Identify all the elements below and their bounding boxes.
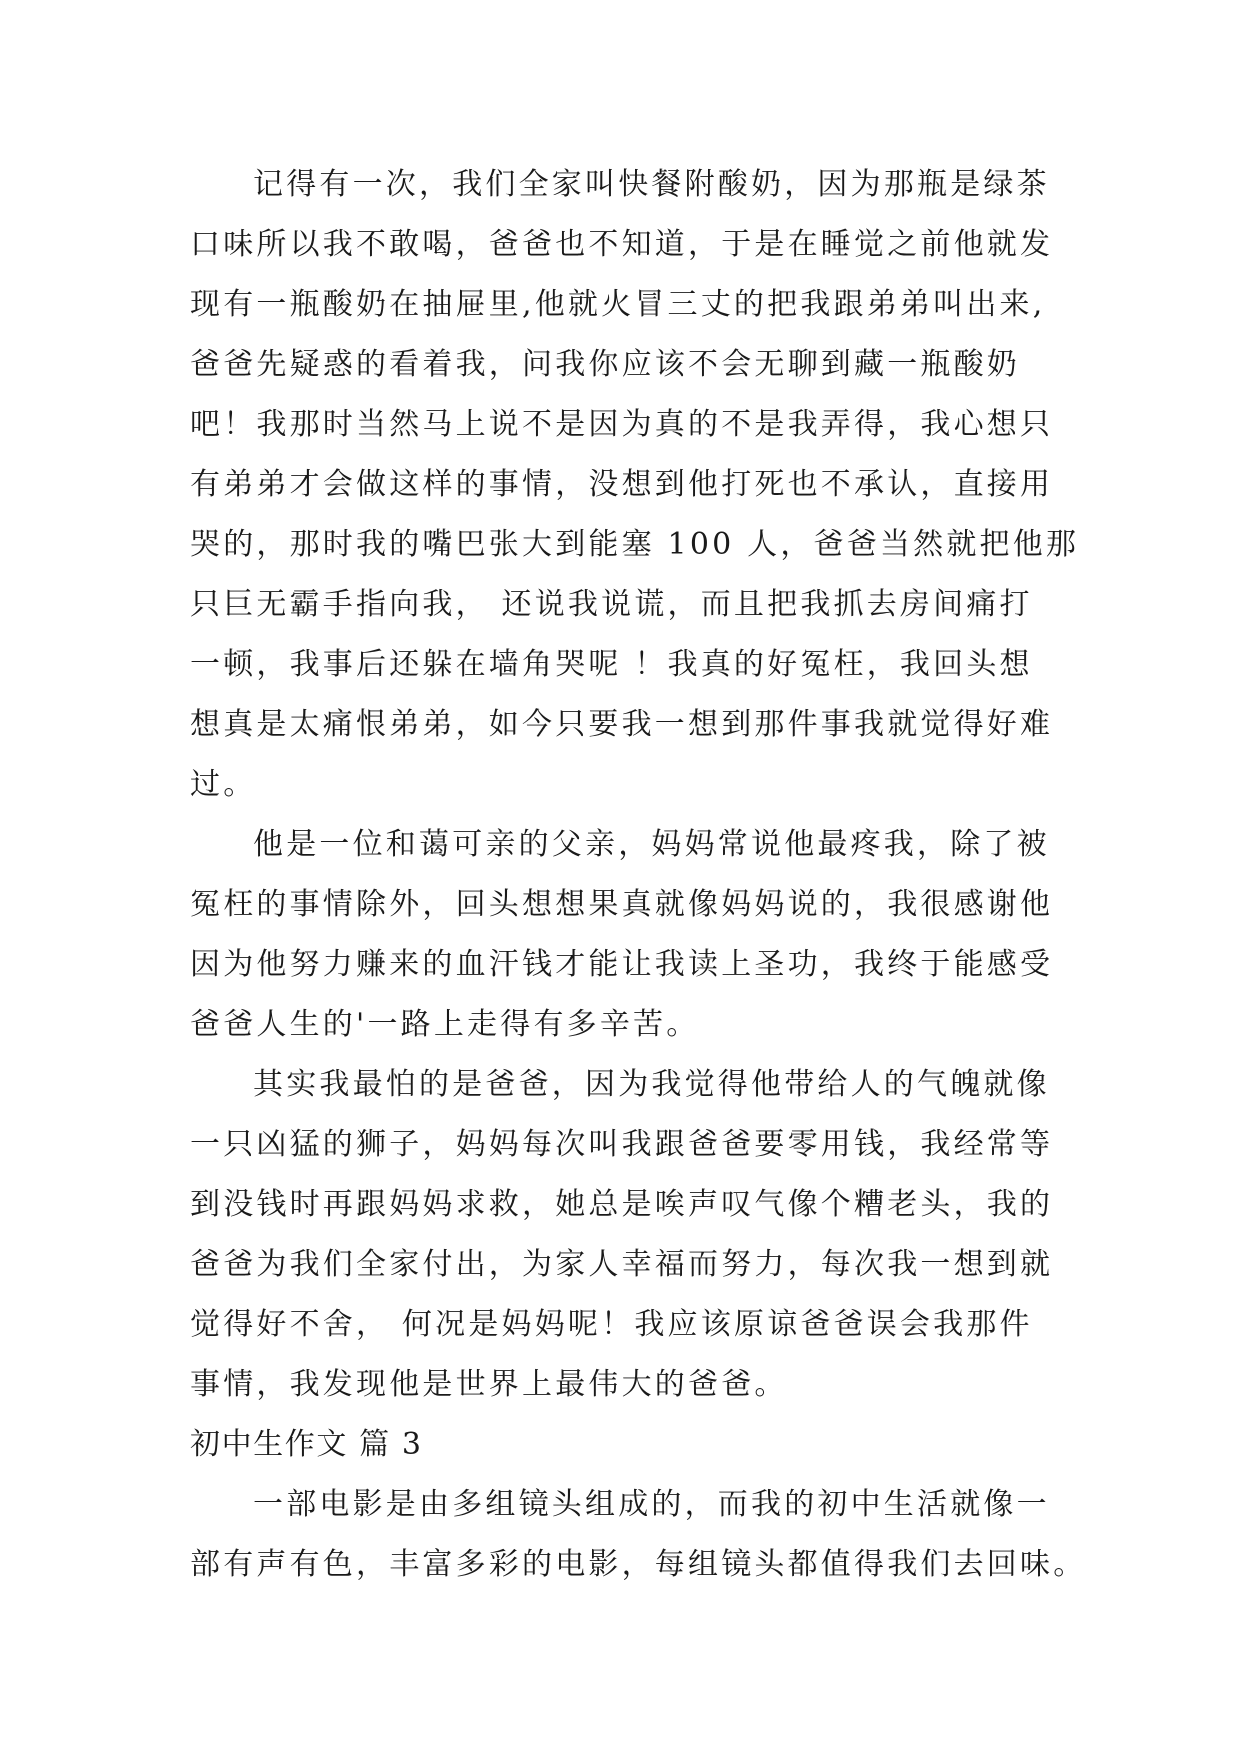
paragraph-4-line-2: 部有声有色，丰富多彩的电影，每组镜头都值得我们去回味。 xyxy=(190,1547,1087,1582)
paragraph-1-line-5: 吧！我那时当然马上说不是因为真的不是我弄得，我心想只 xyxy=(190,407,1054,442)
paragraph-3-line-3: 到没钱时再跟妈妈求救，她总是唉声叹气像个糟老头，我的 xyxy=(190,1187,1054,1222)
paragraph-1-line-1: 记得有一次，我们全家叫快餐附酸奶，因为那瓶是绿茶 xyxy=(253,167,1050,202)
paragraph-2-line-2: 冤枉的事情除外，回头想想果真就像妈妈说的，我很感谢他 xyxy=(190,887,1054,922)
paragraph-4-line-1: 一部电影是由多组镜头组成的，而我的初中生活就像一 xyxy=(253,1487,1050,1522)
paragraph-1-line-10: 想真是太痛恨弟弟，如今只要我一想到那件事我就觉得好难 xyxy=(190,707,1054,742)
paragraph-3-line-2: 一只凶猛的狮子，妈妈每次叫我跟爸爸要零用钱，我经常等 xyxy=(190,1127,1054,1162)
paragraph-1-line-4: 爸爸先疑惑的看着我，问我你应该不会无聊到藏一瓶酸奶 xyxy=(190,347,1020,382)
paragraph-1-line-8: 只巨无霸手指向我， 还说我说谎，而且把我抓去房间痛打 xyxy=(190,587,1033,622)
paragraph-3-line-4: 爸爸为我们全家付出，为家人幸福而努力，每次我一想到就 xyxy=(190,1247,1054,1282)
paragraph-1-line-3: 现有一瓶酸奶在抽屉里,他就火冒三丈的把我跟弟弟叫出来, xyxy=(190,287,1046,322)
paragraph-2-line-3: 因为他努力赚来的血汗钱才能让我读上圣功，我终于能感受 xyxy=(190,947,1054,982)
paragraph-1-line-7: 哭的，那时我的嘴巴张大到能塞 100 人，爸爸当然就把他那 xyxy=(190,527,1080,562)
section-heading: 初中生作文 篇 3 xyxy=(190,1427,423,1462)
paragraph-2-line-1: 他是一位和蔼可亲的父亲，妈妈常说他最疼我，除了被 xyxy=(253,827,1050,862)
paragraph-1-line-2: 口味所以我不敢喝，爸爸也不知道，于是在睡觉之前他就发 xyxy=(190,227,1054,262)
paragraph-3-line-6: 事情，我发现他是世界上最伟大的爸爸。 xyxy=(190,1367,788,1402)
paragraph-3-line-1: 其实我最怕的是爸爸，因为我觉得他带给人的气魄就像 xyxy=(253,1067,1050,1102)
paragraph-3-line-5: 觉得好不舍， 何况是妈妈呢！我应该原谅爸爸误会我那件 xyxy=(190,1307,1033,1342)
paragraph-1-line-6: 有弟弟才会做这样的事情，没想到他打死也不承认，直接用 xyxy=(190,467,1054,502)
paragraph-1-line-11: 过。 xyxy=(190,767,257,802)
paragraph-2-line-4: 爸爸人生的'一路上走得有多辛苦。 xyxy=(190,1007,700,1042)
paragraph-1-line-9: 一顿，我事后还躲在墙角哭呢 ！我真的好冤枉，我回头想 xyxy=(190,647,1033,682)
